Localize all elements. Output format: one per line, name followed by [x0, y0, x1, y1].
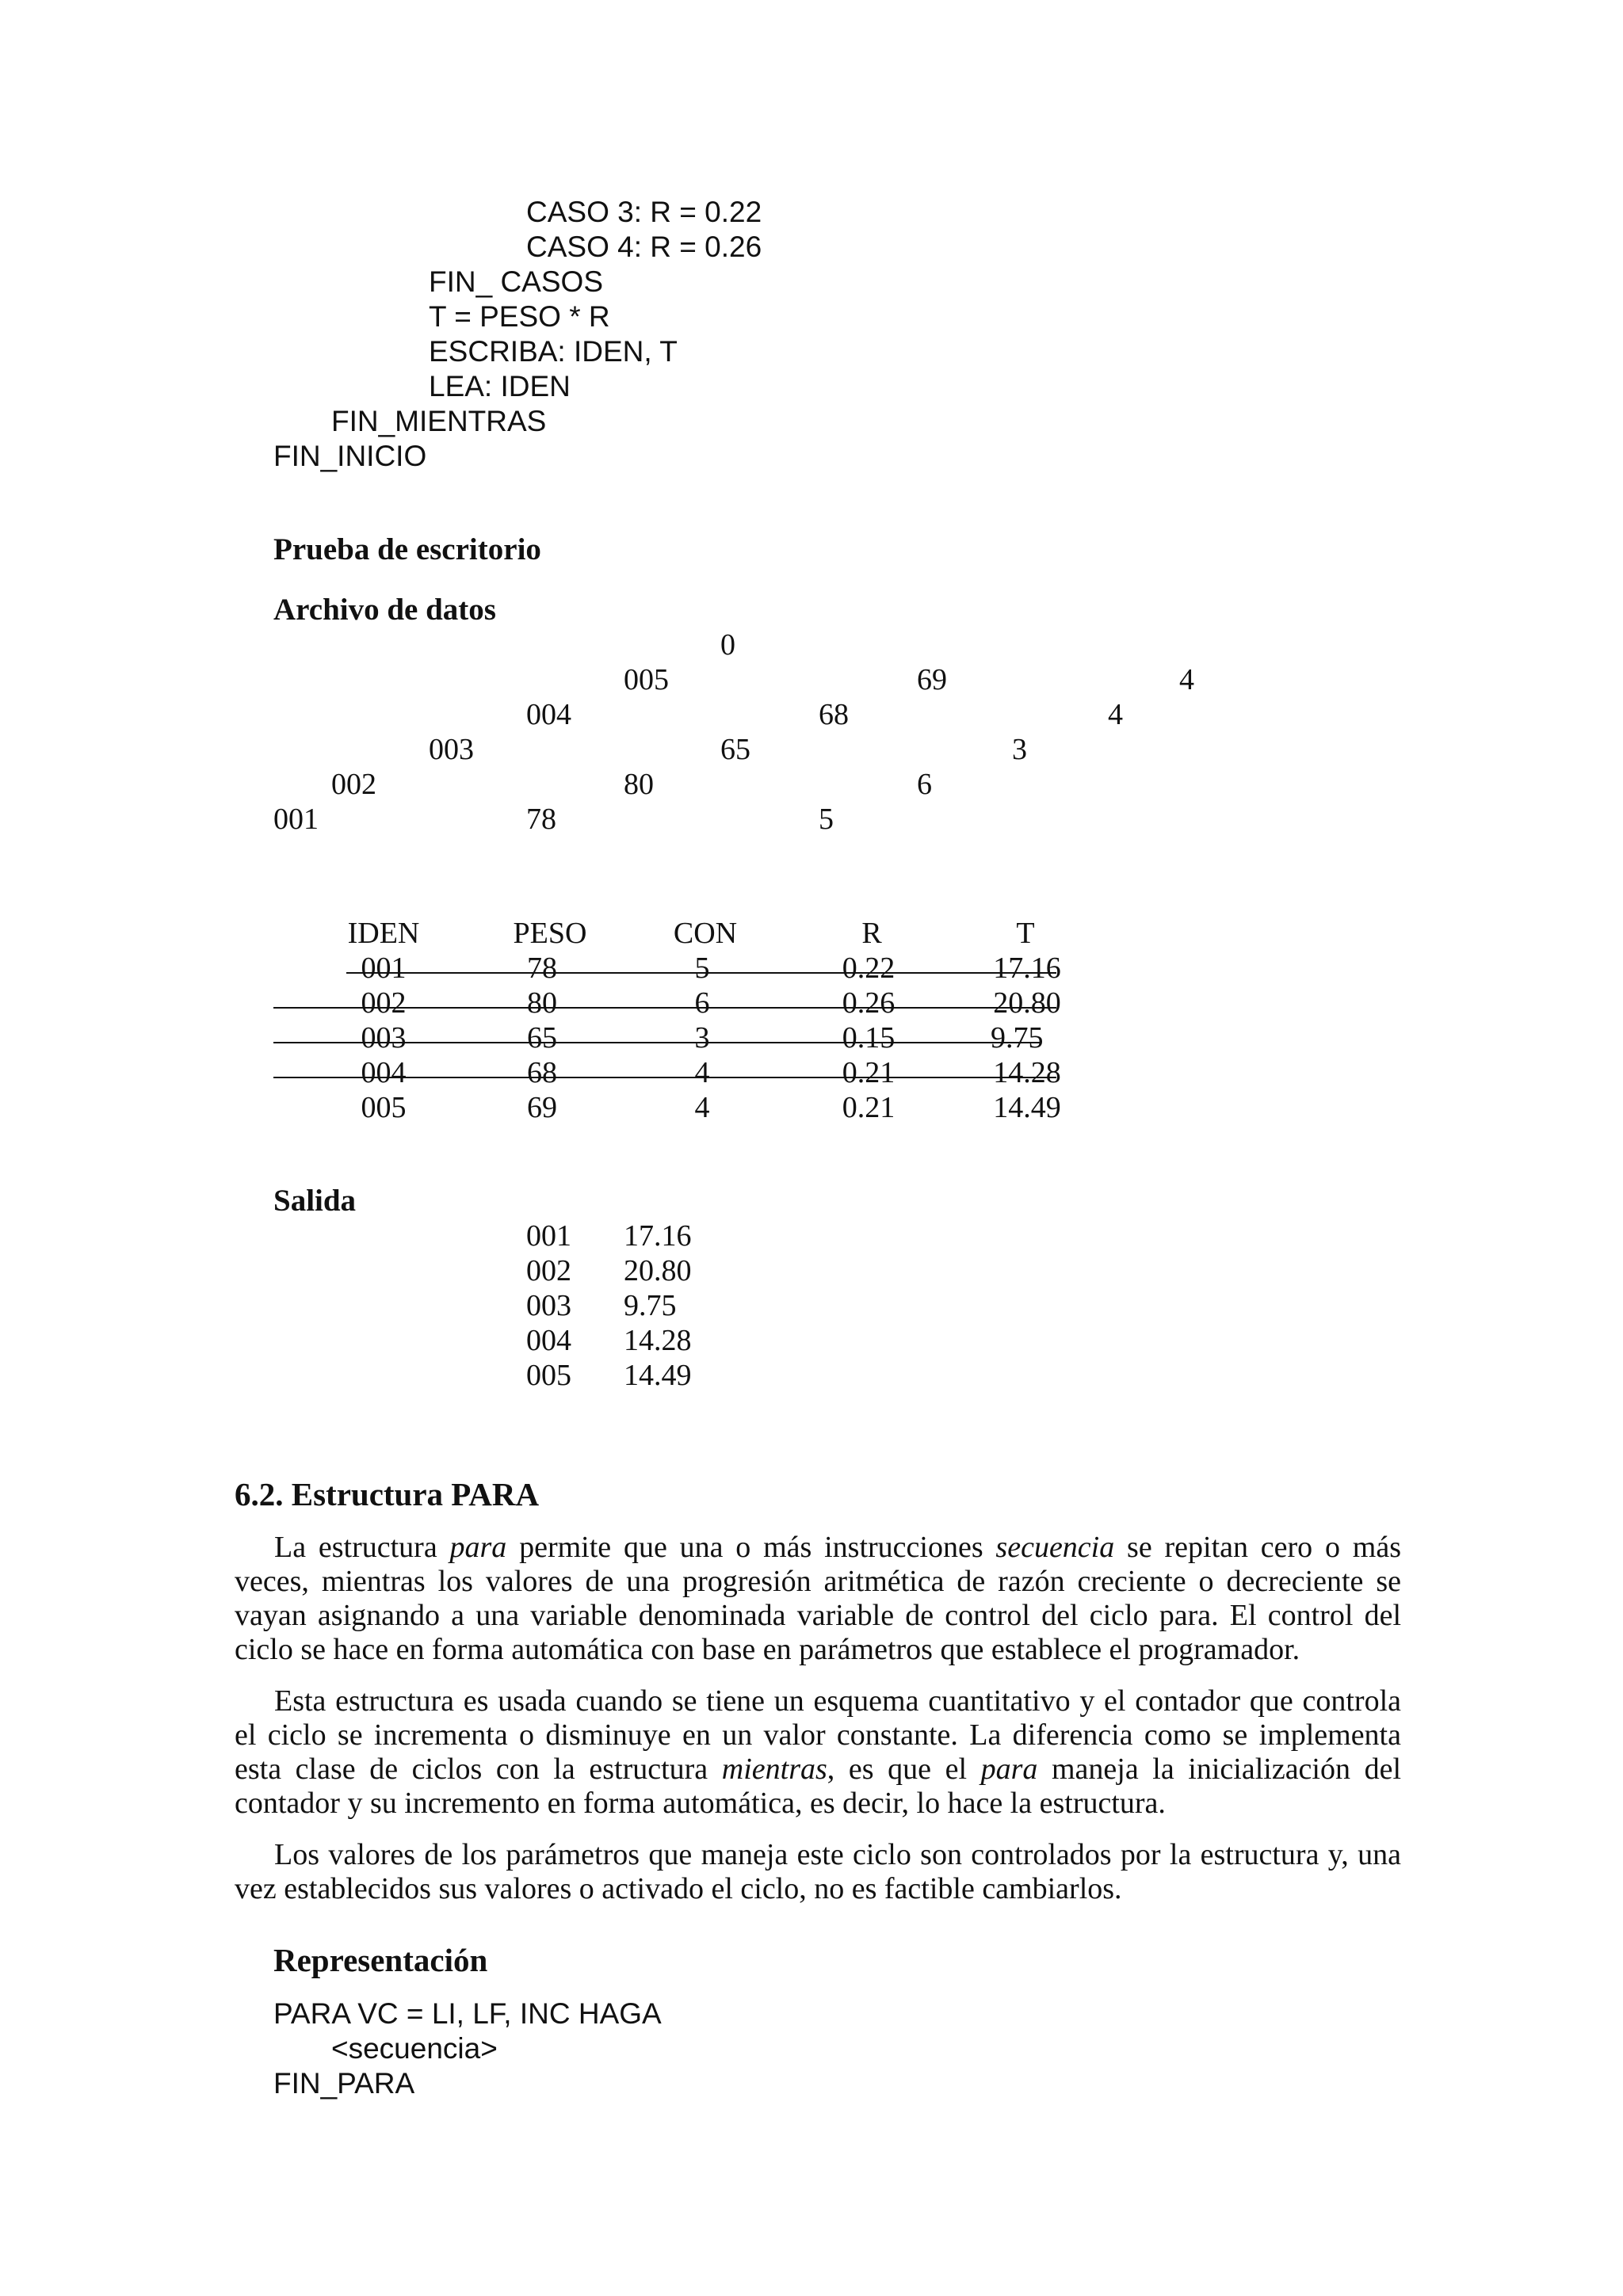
prueba-heading: Prueba de escritorio	[273, 532, 541, 566]
table-cell: 6	[694, 986, 710, 1020]
salida-value: 14.28	[624, 1324, 692, 1357]
code-line-fin-para: FIN_PARA	[273, 2067, 415, 2100]
paragraph-2-text: , es que el	[827, 1753, 981, 1786]
code-line-para: PARA VC = LI, LF, INC HAGA	[273, 1997, 662, 2030]
paragraph-3: Los valores de los parámetros que maneja este ciclo son controlados por la estructura y, una vez establecidos sus valores o activado el ciclo, no es factible cambiarlos.	[235, 1838, 1401, 1905]
table-cell: 17.16	[993, 952, 1061, 985]
archivo-value: 4	[1179, 663, 1194, 696]
table-cell: 80	[527, 986, 557, 1020]
salida-value: 20.80	[624, 1254, 692, 1287]
paragraph-2-text: Esta estructura es usada cuando se tiene un esquema cuantitativo y el contador que controla el ciclo se incrementa o disminuye en un valor constante. La diferencia como se implementa esta clase de ciclos con la estructura	[235, 1684, 1401, 1786]
archivo-value: 0	[720, 628, 735, 662]
strike-line	[273, 1042, 1041, 1043]
code-line-fin-casos: FIN_ CASOS	[429, 265, 603, 298]
table-header: PESO	[513, 917, 587, 950]
archivo-value: 003	[429, 733, 474, 766]
table-cell: 0.26	[842, 986, 896, 1020]
strike-line	[346, 972, 1056, 974]
table-cell: 4	[694, 1091, 710, 1124]
paragraph-1-em: secuencia	[995, 1531, 1115, 1564]
archivo-heading: Archivo de datos	[273, 593, 496, 627]
salida-heading: Salida	[273, 1184, 357, 1218]
table-cell: 65	[527, 1021, 557, 1055]
paragraph-2-text: maneja la inicialización del contador y su incremento en forma automática, es decir, lo hace la estructura.	[235, 1753, 1401, 1820]
salida-value: 14.49	[624, 1359, 692, 1392]
table-cell: 002	[361, 986, 407, 1020]
strike-line	[273, 1077, 1056, 1078]
table-cell: 0.15	[842, 1021, 896, 1055]
representacion-heading: Representación	[273, 1942, 488, 1978]
archivo-value: 69	[917, 663, 947, 696]
salida-iden: 005	[526, 1359, 571, 1392]
table-header: T	[1016, 917, 1035, 950]
table-cell: 0.21	[842, 1056, 896, 1089]
archivo-value: 6	[917, 768, 932, 801]
code-line-t-assign: T = PESO * R	[429, 300, 610, 333]
table-cell: 14.49	[993, 1091, 1061, 1124]
salida-iden: 001	[526, 1219, 571, 1253]
table-header: R	[861, 917, 882, 950]
strike-line	[273, 1007, 1056, 1009]
paragraph-1-em: para	[449, 1531, 507, 1564]
paragraph-2-em: para	[980, 1753, 1038, 1786]
archivo-value: 001	[273, 803, 319, 836]
salida-iden: 003	[526, 1289, 571, 1322]
code-line-caso3: CASO 3: R = 0.22	[526, 196, 762, 228]
code-line-caso4: CASO 4: R = 0.26	[526, 231, 762, 263]
archivo-value: 004	[526, 698, 571, 731]
table-cell: 3	[694, 1021, 710, 1055]
salida-iden: 002	[526, 1254, 571, 1287]
table-cell: 005	[361, 1091, 407, 1124]
table-cell: 001	[361, 952, 407, 985]
table-cell: 14.28	[993, 1056, 1061, 1089]
table-header: CON	[673, 917, 738, 950]
code-line-escriba: ESCRIBA: IDEN, T	[429, 335, 678, 368]
section-title: 6.2. Estructura PARA	[235, 1476, 540, 1512]
salida-value: 17.16	[624, 1219, 692, 1253]
archivo-value: 3	[1012, 733, 1027, 766]
table-cell: 68	[527, 1056, 557, 1089]
archivo-value: 65	[720, 733, 750, 766]
table-cell: 69	[527, 1091, 557, 1124]
archivo-value: 4	[1108, 698, 1123, 731]
table-cell: 9.75	[991, 1021, 1044, 1055]
table-cell: 5	[694, 952, 710, 985]
paragraph-1-text: La estructura	[274, 1531, 450, 1564]
archivo-value: 68	[819, 698, 849, 731]
paragraph-1	[235, 1531, 1401, 1667]
archivo-value: 005	[624, 663, 669, 696]
archivo-value: 002	[331, 768, 376, 801]
archivo-value: 80	[624, 768, 654, 801]
table-cell: 004	[361, 1056, 407, 1089]
code-line-lea: LEA: IDEN	[429, 370, 571, 402]
salida-value: 9.75	[624, 1289, 677, 1322]
paragraph-1-text: permite que una o más instrucciones	[506, 1531, 996, 1564]
paragraph-2	[235, 1684, 1401, 1821]
code-line-secuencia: <secuencia>	[331, 2032, 498, 2065]
table-cell: 78	[527, 952, 557, 985]
table-cell: 003	[361, 1021, 407, 1055]
table-header: IDEN	[347, 917, 420, 950]
table-cell: 20.80	[993, 986, 1061, 1020]
archivo-value: 78	[526, 803, 556, 836]
table-cell: 0.21	[842, 1091, 896, 1124]
code-line-fin-inicio: FIN_INICIO	[273, 440, 427, 472]
table-cell: 0.22	[842, 952, 896, 985]
archivo-value: 5	[819, 803, 834, 836]
salida-iden: 004	[526, 1324, 571, 1357]
paragraph-1-text: se repitan cero o más veces, mientras los valores de una progresión aritmética de razón creciente o decreciente se vayan asignando a una variable denominada variable de control del ciclo para. El control del ciclo se hace en forma automática con base en parámetros que establece el programador.	[235, 1531, 1401, 1666]
table-cell: 4	[694, 1056, 710, 1089]
paragraph-2-em: mientras	[721, 1753, 827, 1786]
code-line-fin-mientras: FIN_MIENTRAS	[331, 405, 547, 437]
